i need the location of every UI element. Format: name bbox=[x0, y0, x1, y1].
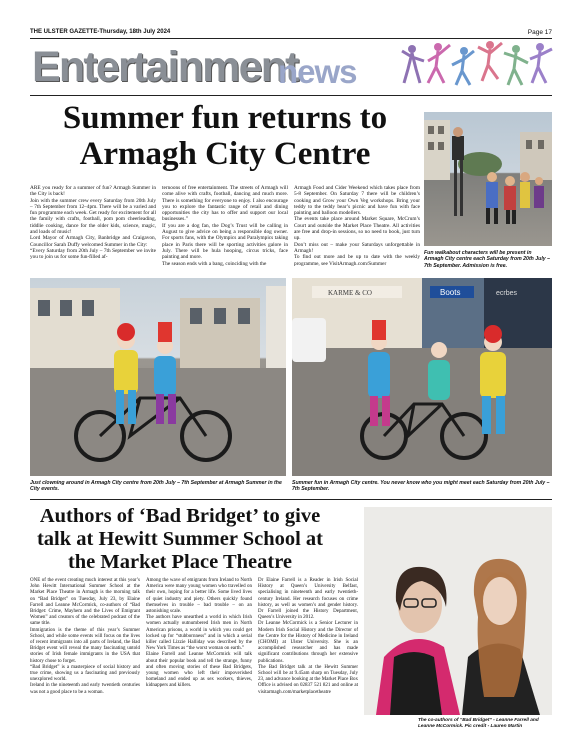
paper-date-line: THE ULSTER GAZETTE-Thursday, 18th July 2024 bbox=[30, 29, 171, 35]
story2-col1-para: ONE of the event creating much interest at this year’s John Hewitt International Summer School at the Market Place Theatre in Armagh is the morning talk on “Bad Bridget” on Tuesday, July 23, by Elaine Farrell and Leanne McCormick, co-authors of “Bad Bridget: Crime, Mayhem and the Lives of Emigrant Women” and creators of the celebrated podcast of the same title. bbox=[30, 578, 140, 627]
authors-portrait-illustration bbox=[364, 507, 552, 715]
story2-col3-para: Dr Elaine Farrell is a Reader in Irish Social History at Queen’s University Belfast, specialising in nineteenth and early twentieth-century Ireland. Her research focuses on crime history, as well as women’s and gender history. Dr Farrell joined the History Department, Queen’s University in 2012. bbox=[258, 578, 358, 621]
story-divider-rule bbox=[30, 499, 552, 500]
shop-sign-karme: KARME & CO bbox=[328, 289, 372, 297]
story1-column-2 bbox=[162, 185, 288, 267]
summer-fun-photo bbox=[292, 278, 552, 476]
story1-col2-para: The season ends with a bang, coinciding with the bbox=[162, 260, 267, 267]
story2-column-2 bbox=[146, 578, 252, 690]
summer-fun-scene-illustration bbox=[292, 278, 552, 476]
story2-headline-line1: Authors of ‘Bad Bridget’ to give bbox=[39, 505, 321, 527]
shop-sign-ecrbes: ecrbes bbox=[496, 290, 518, 297]
dancers-silhouette-graphic bbox=[398, 39, 554, 93]
story1-col3-para: To find out more and be up to date with the weekly programme, see VisitArmagh.com/Summer bbox=[294, 254, 420, 267]
story2-headline-line2: talk at Hewitt Summer School at bbox=[36, 528, 324, 550]
story2-headline-line3: the Market Place Theatre bbox=[67, 551, 293, 573]
story1-col1-para: Join with the summer crew every Saturday from 20th July – 7th September from 12–4pm. There will be a varied and fun programme each week. Get ready for excitement for all the family with crafts, football, pom pom cheerleading, tiddlie cooking, dance for the older kids, science, magic, and loads of music! bbox=[30, 197, 156, 236]
story1-col3-para: Don’t miss out – make your Saturdays unforgettable in Armagh! bbox=[294, 241, 420, 254]
masthead-rule bbox=[30, 95, 552, 96]
clowning-scene-illustration bbox=[30, 278, 286, 476]
story1-col3-para: Armagh Food and Cider Weekend which takes place from 5-8 September. On Saturday 7 there will be children’s cooking and Grow your Own Veg workshops. Bring your teddy to the teddy bear’s picnic and have fun with face painting and balloon modellers. bbox=[294, 185, 420, 217]
story1-col1-para: ARE you ready for a summer of fun? Armagh Summer in the City is back! bbox=[30, 185, 156, 198]
clowning-around-photo bbox=[30, 278, 286, 476]
story2-col2-para: Among the wave of emigrants from Ireland to North America were many young women who travelled on their own, hoping for a better life. Some lived lives of quiet industry and piety. Others quickly found themselves in trouble – bad trouble – on an astonishing scale. bbox=[146, 578, 252, 615]
masthead-word-entertainment: Entertainment bbox=[32, 43, 298, 91]
shop-sign-boots: Boots bbox=[440, 288, 461, 297]
story1-col1-para: “Every Saturday from 20th July – 7th September we invite you to join us for some fun-filled af- bbox=[30, 247, 156, 261]
masthead-word-news: news bbox=[278, 53, 357, 90]
story2-col1-para: Immigration is the theme of this year’s Summer School, and while some events will focus on the lives of recent immigrants into all parts of Ireland, the Bad Bridget event will reveal the many fascinating untold stories of Irish female immigrants in the USA that history chose to forget. bbox=[30, 627, 140, 664]
story1-headline bbox=[30, 100, 420, 172]
story1-col3-para: The events take place around Market Square, McCrum’s Court and outside the Market Place Theatre. All activities are free and drop-in sessions, so no need to book, just turn up. bbox=[294, 216, 420, 242]
authors-photo bbox=[364, 507, 552, 715]
story2-col3-para: The Bad Bridget talk at the Hewitt Summer School will be at 9.45am sharp on Tuesday, July 23, and advance booking at the Market Place Box Office is advised on 02837 521 821 and online at visitarmagh.com/marketplacetheatre bbox=[258, 664, 358, 695]
story1-headline-line1: Summer fun returns to bbox=[62, 100, 388, 136]
story1-headline-line2: Armagh City Centre bbox=[79, 136, 371, 172]
story2-col2-para: The authors have unearthed a world in which Irish women actually outnumbered Irish men in North American prisons, a world in which you could get locked up for “stubbornness” and in which a serial killer called Lizzie Halliday was described by the New York Times as “the worst woman on earth.” bbox=[146, 615, 252, 652]
story1-col2-para: If you are a dog fan, the Dog’s Trust will be calling in August to give advice on being a responsible dog owner. For sports fans, with the Olympics and Paralympics taking place in Paris there will be sporting activities galore in July. There will be hula hooping, circus tricks, face painting and more. bbox=[162, 222, 288, 261]
story2-col3-para: Dr Leanne McCormick is a Senior Lecturer in Modern Irish Social History and the Director of the Centre for the History of Medicine in Ireland (CHOMI) at Ulster University. She is an accomplished researcher and has made significant contributions through her extensive publications. bbox=[258, 621, 358, 664]
authors-photo-caption: The co-authors of “Bad Bridget” - Leanne Farrell and Leanne McCormick. Pic credit - Lauren Martin bbox=[418, 718, 539, 729]
walkabout-characters-photo bbox=[424, 112, 552, 246]
story2-col1-para: Ireland in the nineteenth and early twentieth centuries was not a good place to be a woman. bbox=[30, 683, 140, 695]
section-masthead bbox=[30, 41, 552, 93]
story2-headline bbox=[30, 505, 330, 574]
story1-column-1 bbox=[30, 185, 156, 261]
summer-fun-photo-caption: Summer fun in Armagh City centre. You never know who you might meet each Saturday from 20th July – 7th September. bbox=[292, 480, 550, 493]
walkabout-photo-caption: Fun walkabout characters will be present in Armagh City centre each Saturday from 20th July – 7th September. Admission is free. bbox=[424, 250, 550, 269]
story2-col2-para: Elaine Farrell and Leanne McCormick will talk about their popular book and tell the strange, funny and often moving stories of these Bad Bridgets, young women who left their impoverished homeland and ended up as sex workers, thieves, kidnappers and killers. bbox=[146, 652, 252, 689]
story1-col1-para: Lord Mayor of Armagh City, Banbridge and Craigavon, Councillor Sarah Duffy welcomed Summer in the City: bbox=[30, 235, 156, 248]
story2-column-1 bbox=[30, 578, 140, 696]
clowning-photo-caption: Just clowning around in Armagh City centre from 20th July – 7th September at Armagh Summer in the City events. bbox=[30, 480, 282, 493]
story2-column-3 bbox=[258, 578, 358, 696]
story1-col2-para: ternoons of free entertainment. The streets of Armagh will come alive with crafts, football, dancing and much more. There is something for everyone to enjoy. I also encourage you to explore the fantastic range of retail and dining opportunities the city has to offer and support our local businesses.” bbox=[162, 185, 288, 223]
story2-col1-para: “Bad Bridget” is a masterpiece of social history and true crime, showing us a fascinating and previously unexplored world. bbox=[30, 664, 140, 683]
story1-column-3 bbox=[294, 185, 420, 267]
walkabout-scene-illustration bbox=[424, 112, 552, 246]
page-number: Page 17 bbox=[527, 29, 552, 36]
